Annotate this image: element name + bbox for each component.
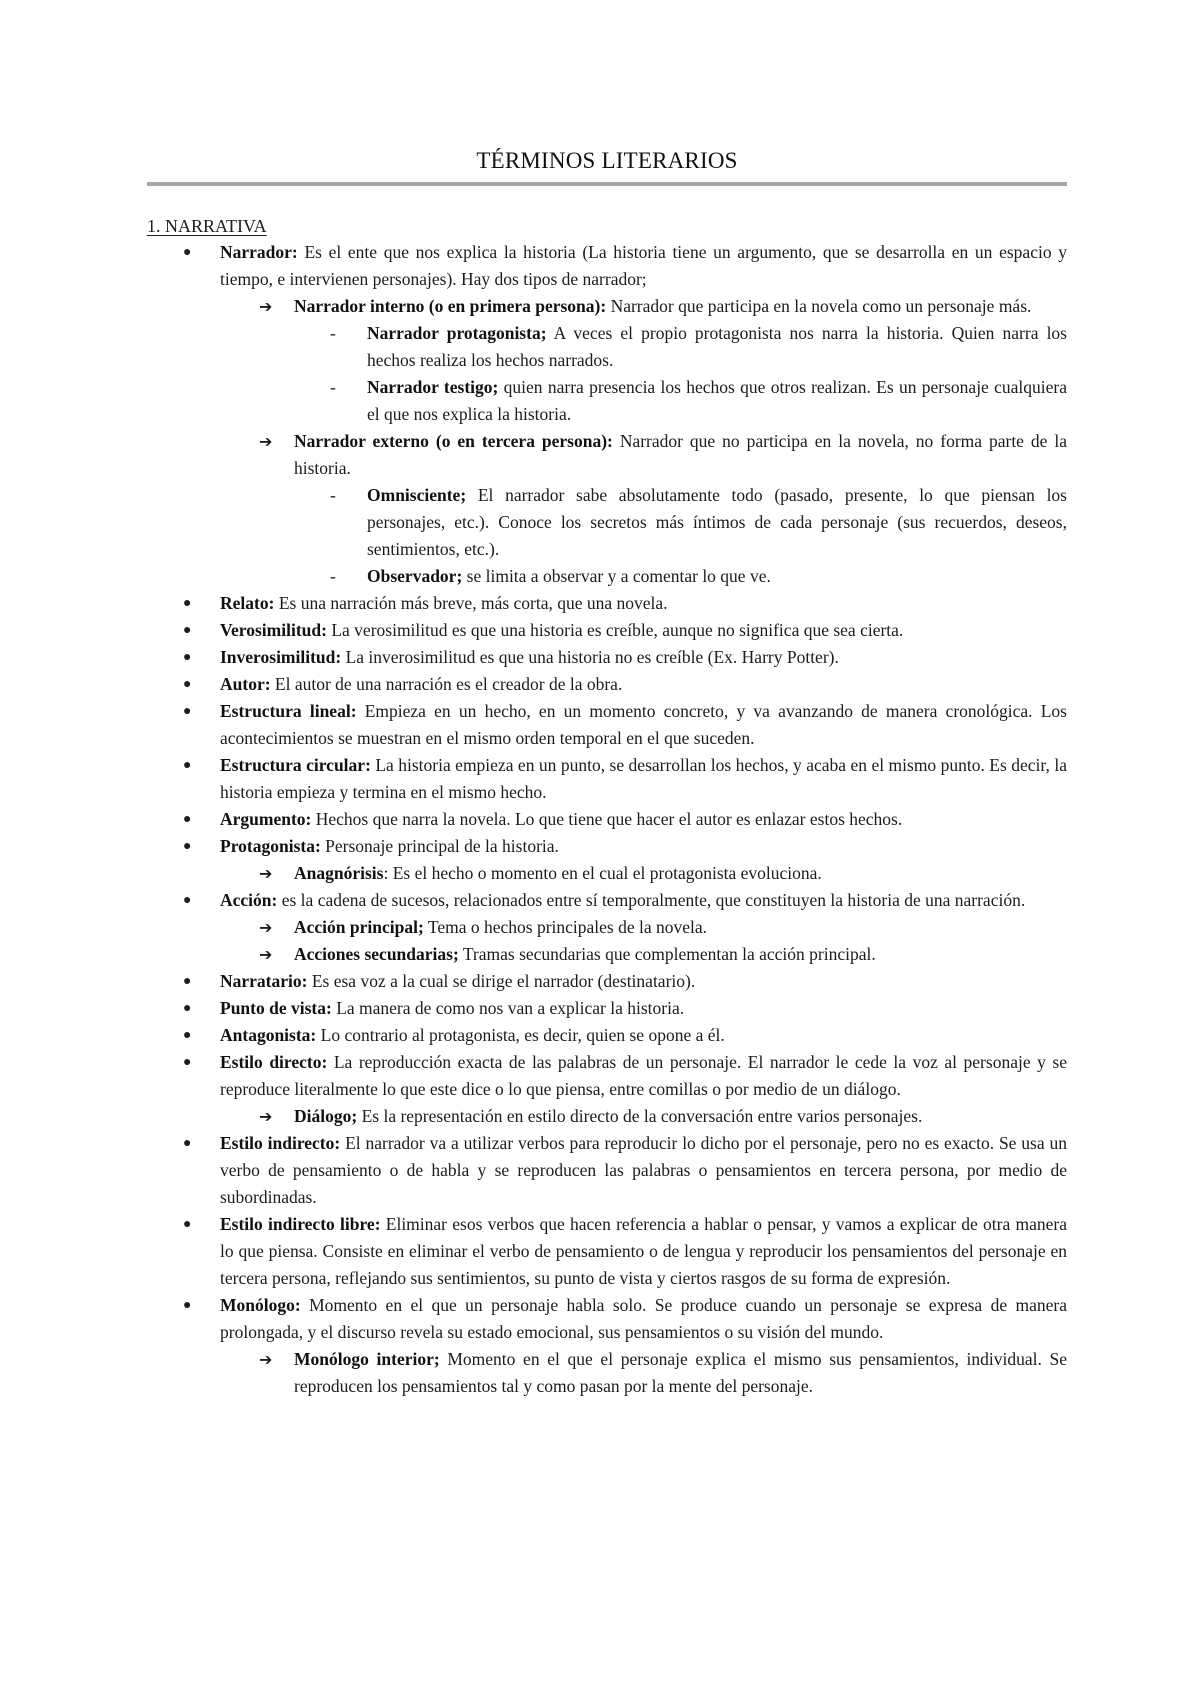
term-label: Narrador interno (o en primera persona): <box>294 296 607 316</box>
dash-icon: - <box>330 377 336 397</box>
term-definition: La verosimilitud es que una historia es creíble, aunque no significa que sea cierta. <box>326 620 904 640</box>
list-item-narrador <box>147 239 1067 293</box>
term-definition: A veces el propio protagonista nos narra la historia. Quien narra los hechos realiza los hechos narrados. <box>367 323 1067 370</box>
list-item-estilo-indirecto-libre <box>147 1211 1067 1292</box>
bullet-icon: ● <box>183 1217 192 1232</box>
bullet-icon: ● <box>183 893 192 908</box>
list-item-estilo-indirecto <box>147 1130 1067 1211</box>
section-heading: 1. NARRATIVA <box>147 216 267 236</box>
term-label: Verosimilitud: <box>220 620 327 640</box>
sub-item-dialogo <box>147 1103 1067 1130</box>
term-definition: Narrador que no participa en la novela, no forma parte de la historia. <box>294 431 1067 478</box>
term-label: Narrador protagonista; <box>367 323 547 343</box>
term-label: Argumento: <box>220 809 312 829</box>
bullet-icon: ● <box>183 1001 192 1016</box>
title-divider <box>147 182 1067 186</box>
term-label: Estructura lineal: <box>220 701 357 721</box>
bullet-icon: ● <box>183 974 192 989</box>
bullet-icon: ● <box>183 596 192 611</box>
term-definition: Es una narración más breve, más corta, que una novela. <box>274 593 668 613</box>
term-definition: La inverosimilitud es que una historia no es creíble (Ex. Harry Potter). <box>341 647 839 667</box>
term-label: Autor: <box>220 674 271 694</box>
term-definition: La reproducción exacta de las palabras de un personaje. El narrador le cede la voz al personaje y se reproduce literalmente lo que este dice o lo que piensa, entre comillas o por medio de un diálogo. <box>220 1052 1067 1099</box>
list-item-accion <box>147 887 1067 914</box>
list-item-protagonista <box>147 833 1067 860</box>
sub-sub-item-omnisciente <box>147 482 1067 563</box>
term-label: Diálogo; <box>294 1106 358 1126</box>
term-definition: Eliminar esos verbos que hacen referencia a hablar o pensar, y vamos a explicar de otra manera lo que piensa. Consiste en eliminar el verbo de pensamiento o de lengua y reproducir los pensamientos del personaje en tercera persona, reflejando sus sentimientos, su punto de vista y ciertos rasgos de su forma de expresión. <box>220 1214 1067 1288</box>
bullet-icon: ● <box>183 704 192 719</box>
list-item-monologo <box>147 1292 1067 1346</box>
term-label: Estilo indirecto libre: <box>220 1214 381 1234</box>
sub-item-accion-principal <box>147 914 1067 941</box>
bullet-icon: ● <box>183 839 192 854</box>
bullet-icon: ● <box>183 1055 192 1070</box>
term-label: Observador; <box>367 566 463 586</box>
term-label: Narrador testigo; <box>367 377 499 397</box>
bullet-icon: ● <box>183 245 192 260</box>
arrow-right-icon: ➔ <box>259 864 273 883</box>
term-definition: La manera de como nos van a explicar la historia. <box>331 998 685 1018</box>
list-item-punto-de-vista <box>147 995 1067 1022</box>
dash-icon: - <box>330 485 336 505</box>
term-definition: Lo contrario al protagonista, es decir, quien se opone a él. <box>316 1025 725 1045</box>
page-title: TÉRMINOS LITERARIOS <box>476 148 738 173</box>
term-label: Antagonista: <box>220 1025 317 1045</box>
term-definition: Es el ente que nos explica la historia (La historia tiene un argumento, que se desarrolla en un espacio y tiempo, e intervienen personajes). Hay dos tipos de narrador; <box>220 242 1067 289</box>
term-label: Punto de vista: <box>220 998 332 1018</box>
term-definition: El narrador sabe absolutamente todo (pasado, presente, lo que piensan los personajes, etc.). Conoce los secretos más íntimos de cada personaje (sus recuerdos, deseos, sentimientos, etc.). <box>367 485 1067 559</box>
arrow-right-icon: ➔ <box>259 297 273 316</box>
term-definition: Momento en el que un personaje habla solo. Se produce cuando un personaje se expresa de manera prolongada, y el discurso revela su estado emocional, sus pensamientos o su visión del mundo. <box>220 1295 1067 1342</box>
list-item-estructura-circular <box>147 752 1067 806</box>
term-definition: El autor de una narración es el creador de la obra. <box>270 674 623 694</box>
term-label: Estructura circular: <box>220 755 371 775</box>
sub-sub-item-narrador-testigo <box>147 374 1067 428</box>
arrow-right-icon: ➔ <box>259 1350 273 1369</box>
term-label: Inverosimilitud: <box>220 647 342 667</box>
dash-icon: - <box>330 566 336 586</box>
term-definition: El narrador va a utilizar verbos para reproducir lo dicho por el personaje, pero no es exacto. Se usa un verbo de pensamiento o de habla y se reproducen las palabras o pensamientos en tercera persona, por medio de subordinadas. <box>220 1133 1067 1207</box>
bullet-icon: ● <box>183 1136 192 1151</box>
term-label: Narrador externo (o en tercera persona): <box>294 431 613 451</box>
sub-item-acciones-secundarias <box>147 941 1067 968</box>
term-label: Estilo indirecto: <box>220 1133 341 1153</box>
arrow-right-icon: ➔ <box>259 918 273 937</box>
term-definition: se limita a observar y a comentar lo que ve. <box>462 566 771 586</box>
term-label: Relato: <box>220 593 275 613</box>
bullet-icon: ● <box>183 812 192 827</box>
term-definition: Momento en el que el personaje explica el mismo sus pensamientos, individual. Se reproducen los pensamientos tal y como pasan por la mente del personaje. <box>294 1349 1067 1396</box>
sub-sub-item-observador <box>147 563 1067 590</box>
list-item-verosimilitud <box>147 617 1067 644</box>
term-definition: Es la representación en estilo directo de la conversación entre varios personajes. <box>357 1106 923 1126</box>
list-item-argumento <box>147 806 1067 833</box>
list-item-narratario <box>147 968 1067 995</box>
term-definition: Personaje principal de la historia. <box>320 836 559 856</box>
document-page <box>147 0 1067 1400</box>
arrow-right-icon: ➔ <box>259 432 273 451</box>
list-item-inverosimilitud <box>147 644 1067 671</box>
term-label: Protagonista: <box>220 836 321 856</box>
terms-list <box>147 239 1067 1400</box>
term-definition: Tema o hechos principales de la novela. <box>423 917 708 937</box>
list-item-estructura-lineal <box>147 698 1067 752</box>
sub-item-narrador-interno <box>147 293 1067 320</box>
sub-item-anagnorisis <box>147 860 1067 887</box>
bullet-icon: ● <box>183 623 192 638</box>
term-definition: Es esa voz a la cual se dirige el narrador (destinatario). <box>307 971 696 991</box>
list-item-autor <box>147 671 1067 698</box>
term-label: Acción principal; <box>294 917 424 937</box>
bullet-icon: ● <box>183 1298 192 1313</box>
arrow-right-icon: ➔ <box>259 945 273 964</box>
term-definition: Hechos que narra la novela. Lo que tiene que hacer el autor es enlazar estos hechos. <box>311 809 903 829</box>
term-definition: es la cadena de sucesos, relacionados entre sí temporalmente, que constituyen la historia de una narración. <box>277 890 1026 910</box>
sub-sub-item-narrador-protagonista <box>147 320 1067 374</box>
bullet-icon: ● <box>183 650 192 665</box>
term-definition: La historia empieza en un punto, se desarrollan los hechos, y acaba en el mismo punto. Es decir, la historia empieza y termina en el mismo hecho. <box>220 755 1067 802</box>
term-definition: Narrador que participa en la novela como un personaje más. <box>606 296 1032 316</box>
term-label: Monólogo interior; <box>294 1349 440 1369</box>
term-label: Narratario: <box>220 971 308 991</box>
list-item-antagonista <box>147 1022 1067 1049</box>
term-label: Narrador: <box>220 242 298 262</box>
bullet-icon: ● <box>183 1028 192 1043</box>
dash-icon: - <box>330 323 336 343</box>
term-label: Monólogo: <box>220 1295 301 1315</box>
term-definition: Tramas secundarias que complementan la acción principal. <box>458 944 876 964</box>
term-label: Anagnórisis <box>294 863 384 883</box>
term-label: Acciones secundarias; <box>294 944 459 964</box>
term-definition: quien narra presencia los hechos que otros realizan. Es un personaje cualquiera el que nos explica la historia. <box>367 377 1068 424</box>
bullet-icon: ● <box>183 758 192 773</box>
term-definition: : Es el hecho o momento en el cual el protagonista evoluciona. <box>383 863 822 883</box>
bullet-icon: ● <box>183 677 192 692</box>
term-label: Estilo directo: <box>220 1052 328 1072</box>
sub-item-narrador-externo <box>147 428 1067 482</box>
term-label: Acción: <box>220 890 278 910</box>
term-label: Omnisciente; <box>367 485 467 505</box>
term-definition: Empieza en un hecho, en un momento concreto, y va avanzando de manera cronológica. Los acontecimientos se muestran en el mismo orden temporal en el que suceden. <box>220 701 1067 748</box>
list-item-estilo-directo <box>147 1049 1067 1103</box>
list-item-relato <box>147 590 1067 617</box>
arrow-right-icon: ➔ <box>259 1107 273 1126</box>
sub-item-monologo-interior <box>147 1346 1067 1400</box>
